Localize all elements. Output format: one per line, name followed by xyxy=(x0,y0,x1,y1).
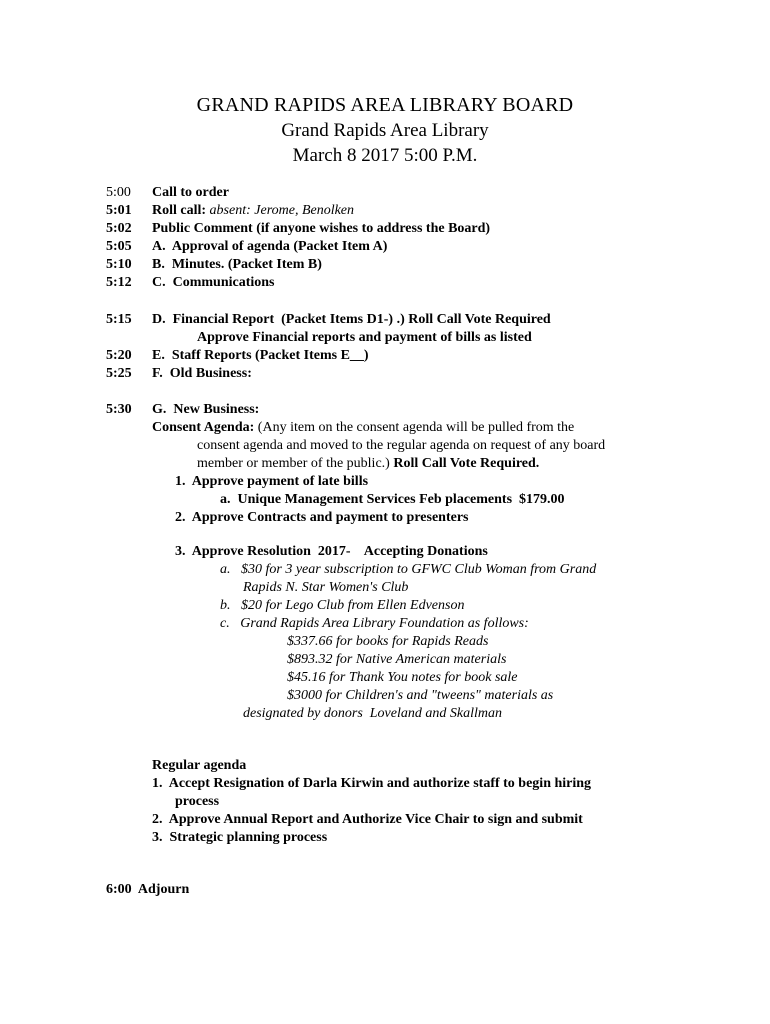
regular-agenda-heading: Regular agenda xyxy=(152,758,247,773)
foundation-donation: $337.66 for books for Rapids Reads xyxy=(287,634,489,649)
agenda-page: GRAND RAPIDS AREA LIBRARY BOARD Grand Rapids Area Library March 8 2017 5:00 P.M. 5:00 Call to order 5:01 Roll call: absent: Jerome, Benolken 5:02 Public Comment (if anyone wishes to address the Board) 5:05 A. Approval of agenda (Packet Item A) 5:10 B. Minutes. (Packet Item B) 5:12 C. Communications 5:15 D. Financial Report (Packet Items D1-) .) Roll Call Vote Required Approve Financial reports and payment of bills as listed 5:20 E. Staff Reports (Packet Items E__) 5:25 F. Old Business: 5:30 G. New Business: Consent Agenda: (Any item on the consent agenda will be pulled from the consent agenda and moved to the regular agenda on request of any board member or member of the public.) Roll Call Vote Required. 1. Approve payment of late bills a. Unique Management Services Feb placements $179.00 2. Approve Contracts and payment to presenters 3. Approve Resolution 2017- Accepting Donations a. $30 for 3 year subscription to GFWC Club Woman from Grand Rapids N. Star Women's Club b. $20 for Lego Club from Ellen Edvenson c. Grand Rapids Area Library Foundation as follows: $337.66 for books for Rapids Reads $893.32 for Native American materials $45.16 for Thank You notes for book sale $3000 for Children's and "tweens" materials as designated by donors Loveland and Skallman Regular agenda 1. Accept Resignation of Darla Kirwin and authorize staff to begin hiring process 2. Approve Annual Report and Authorize Vice Chair to sign and submit 3. Strategic planning process 6:00 Adjourn xyxy=(0,0,770,1024)
consent-agenda-intro: Consent Agenda: (Any item on the consent agenda will be pulled from the xyxy=(152,420,575,435)
foundation-donation: $893.32 for Native American materials xyxy=(287,652,507,667)
consent-item: 1. Approve payment of late bills xyxy=(175,474,369,489)
donation-item-continued: Rapids N. Star Women's Club xyxy=(243,580,409,595)
meeting-date: March 8 2017 5:00 P.M. xyxy=(292,145,478,166)
regular-item: 2. Approve Annual Report and Authorize Vice Chair to sign and submit xyxy=(152,812,583,827)
board-title: GRAND RAPIDS AREA LIBRARY BOARD xyxy=(196,94,574,116)
foundation-donation: $45.16 for Thank You notes for book sale xyxy=(287,670,518,685)
consent-item: 3. Approve Resolution 2017- Accepting Donations xyxy=(175,544,488,559)
regular-item-continued: process xyxy=(175,794,220,809)
consent-subitem: a. Unique Management Services Feb placements $179.00 xyxy=(220,492,565,507)
donation-item: c. Grand Rapids Area Library Foundation as follows: xyxy=(220,616,529,631)
regular-item: 3. Strategic planning process xyxy=(152,830,328,845)
consent-agenda-text: member or member of the public.) Roll Call Vote Required. xyxy=(197,456,540,471)
foundation-donation: $3000 for Children's and "tweens" materials as xyxy=(287,688,554,703)
adjourn-line: 6:00 Adjourn xyxy=(106,882,190,897)
library-name: Grand Rapids Area Library xyxy=(281,120,489,141)
consent-item: 2. Approve Contracts and payment to presenters xyxy=(175,510,469,525)
regular-item: 1. Accept Resignation of Darla Kirwin and authorize staff to begin hiring xyxy=(152,776,592,791)
donation-item: b. $20 for Lego Club from Ellen Edvenson xyxy=(220,598,465,613)
foundation-donors: designated by donors Loveland and Skallman xyxy=(243,706,502,721)
consent-agenda-text: consent agenda and moved to the regular agenda on request of any board xyxy=(197,438,606,453)
donation-item: a. $30 for 3 year subscription to GFWC Club Woman from Grand xyxy=(220,562,597,577)
agenda-item-detail: Approve Financial reports and payment of bills as listed xyxy=(197,330,532,345)
